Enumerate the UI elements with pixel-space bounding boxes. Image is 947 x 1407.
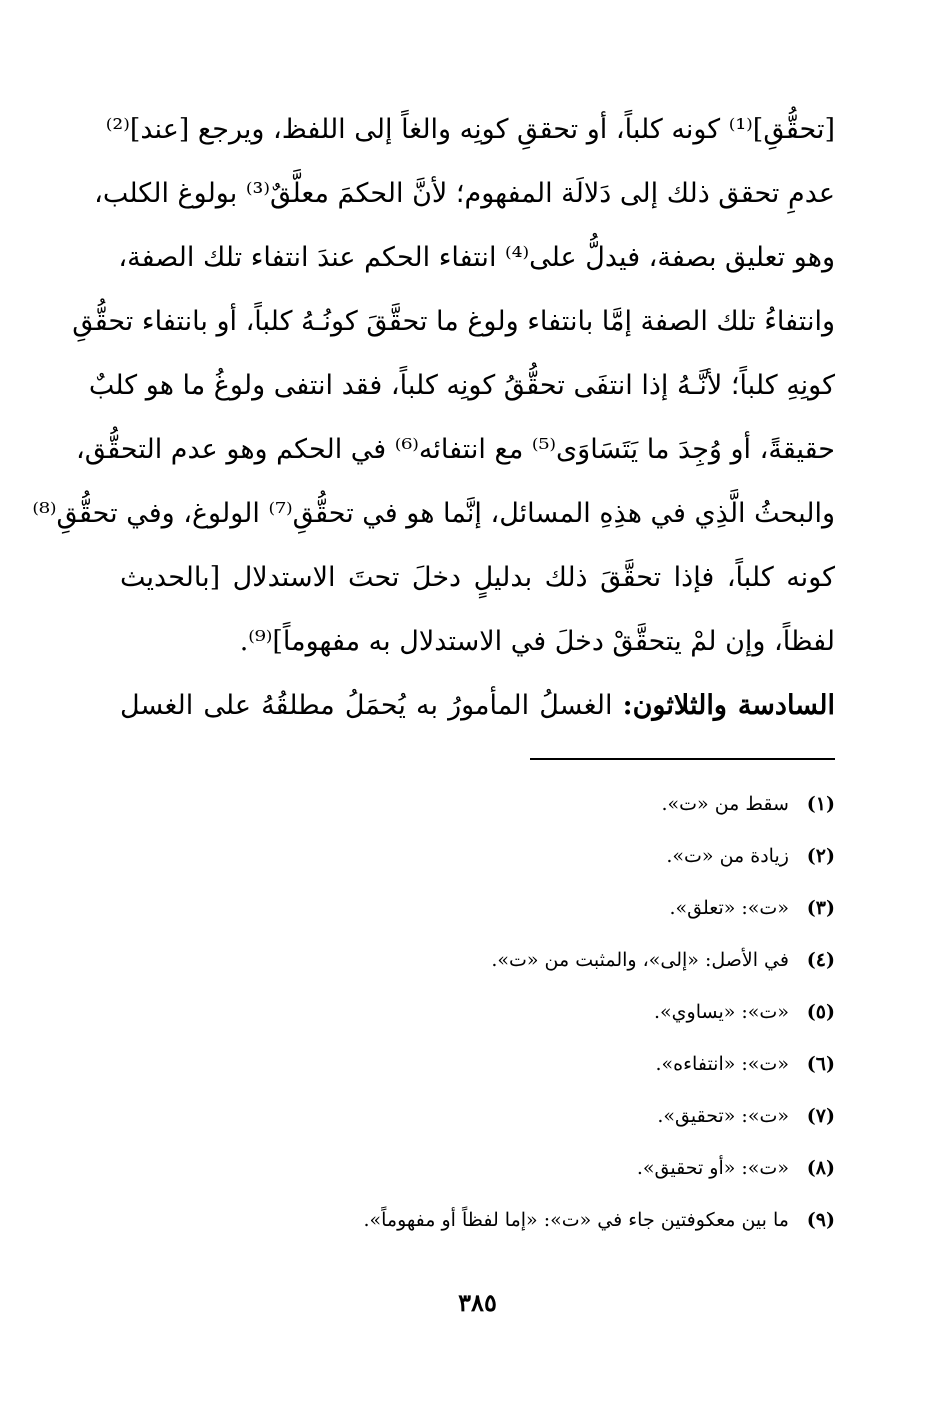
footnotes-list [120, 778, 835, 1246]
footnote-3 [120, 882, 835, 934]
text-line-2: عدمِ تحقق ذلك إلى دَلالَة المفهوم؛ لأنَّ الحكمَ معلَّقٌ⁽³⁾ بولوغ الكلب، [94, 178, 835, 209]
footnote-number: (٤) [806, 949, 835, 971]
footnote-text: «ت»: «يساوي». [654, 1001, 789, 1023]
body-text [32, 98, 835, 738]
footnote-text: ما بين معكوفتين جاء في «ت»: «إما لفظاً أو مفهوماً». [363, 1209, 789, 1231]
footnote-text: سقط من «ت». [661, 793, 789, 815]
text-line-9: لفظاً، وإن لمْ يتحقَّقْ دخلَ في الاستدلال به مفهوماً]⁽⁹⁾. [239, 626, 835, 657]
section-heading-title: السادسة والثلاثون: [622, 690, 835, 721]
text-line-6: حقيقةً، أو وُجِدَ ما يَتَسَاوَى⁽⁵⁾ مع انتفائه⁽⁶⁾ في الحكم وهو عدم التحقُّق، [76, 434, 835, 465]
footnote-number: (٨) [806, 1157, 835, 1179]
footnote-number: (٣) [806, 897, 835, 919]
footnote-9 [120, 1194, 835, 1246]
footnote-5 [120, 986, 835, 1038]
footnote-text: في الأصل: «إلى»، والمثبت من «ت». [491, 949, 789, 971]
text-line-5: كونِهِ كلباً؛ لأنَّـهُ إذا انتفَى تحقُّقُ كونِه كلباً، فقد انتفى ولوغُ ما هو كلبٌ [88, 370, 835, 401]
text-line-8: كونه كلباً، فإذا تحقَّقَ ذلك بدليلٍ دخلَ تحتَ الاستدلال [بالحديث [120, 562, 835, 593]
footnote-number: (٩) [806, 1209, 835, 1231]
section-heading-text: الغسلُ المأمورُ به يُحمَلُ مطلقُهُ على الغسل [120, 690, 623, 721]
footnote-text: «ت»: «انتفاءه». [655, 1053, 789, 1075]
footnote-2 [120, 830, 835, 882]
footnote-1 [120, 778, 835, 830]
footnote-number: (٥) [806, 1001, 835, 1023]
text-line-3: وهو تعليق بصفة، فيدلُّ على⁽⁴⁾ انتفاء الحكم عندَ انتفاء تلك الصفة، [118, 242, 835, 273]
footnote-separator [530, 758, 835, 760]
footnote-number: (٢) [806, 845, 835, 867]
footnote-7 [120, 1090, 835, 1142]
footnote-number: (٦) [806, 1053, 835, 1075]
text-line-1: [تحقُّقِ]⁽¹⁾ كونه كلباً، أو تحققِ كونِه والغاً إلى اللفظ، ويرجع [عند]⁽²⁾ [105, 114, 835, 145]
book-page [32, 98, 835, 1407]
footnote-number: (١) [806, 793, 835, 815]
text-line-7: والبحثُ الَّذِي في هذِهِ المسائل، إنَّما هو في تحقُّقِ⁽⁷⁾ الولوغ، وفي تحقُّقِ⁽⁸⁾ [32, 498, 835, 529]
page-number: ٣٨٥ [458, 1288, 497, 1317]
footnote-number: (٧) [806, 1105, 835, 1127]
text-line-4: وانتفاءُ تلك الصفة إمَّا بانتفاء ولوغ ما تحقَّقَ كونُـهُ كلباً، أو بانتفاء تحقُّقِ [72, 306, 835, 337]
footnote-text: «ت»: «أو تحقيق». [636, 1157, 789, 1179]
footnote-4 [120, 934, 835, 986]
footnote-text: زيادة من «ت». [666, 845, 789, 867]
section-heading-line [120, 674, 835, 738]
footnote-text: «ت»: «تعلق». [669, 897, 789, 919]
footnote-text: «ت»: «تحقيق». [657, 1105, 789, 1127]
footnote-6 [120, 1038, 835, 1090]
footnote-8 [120, 1142, 835, 1194]
